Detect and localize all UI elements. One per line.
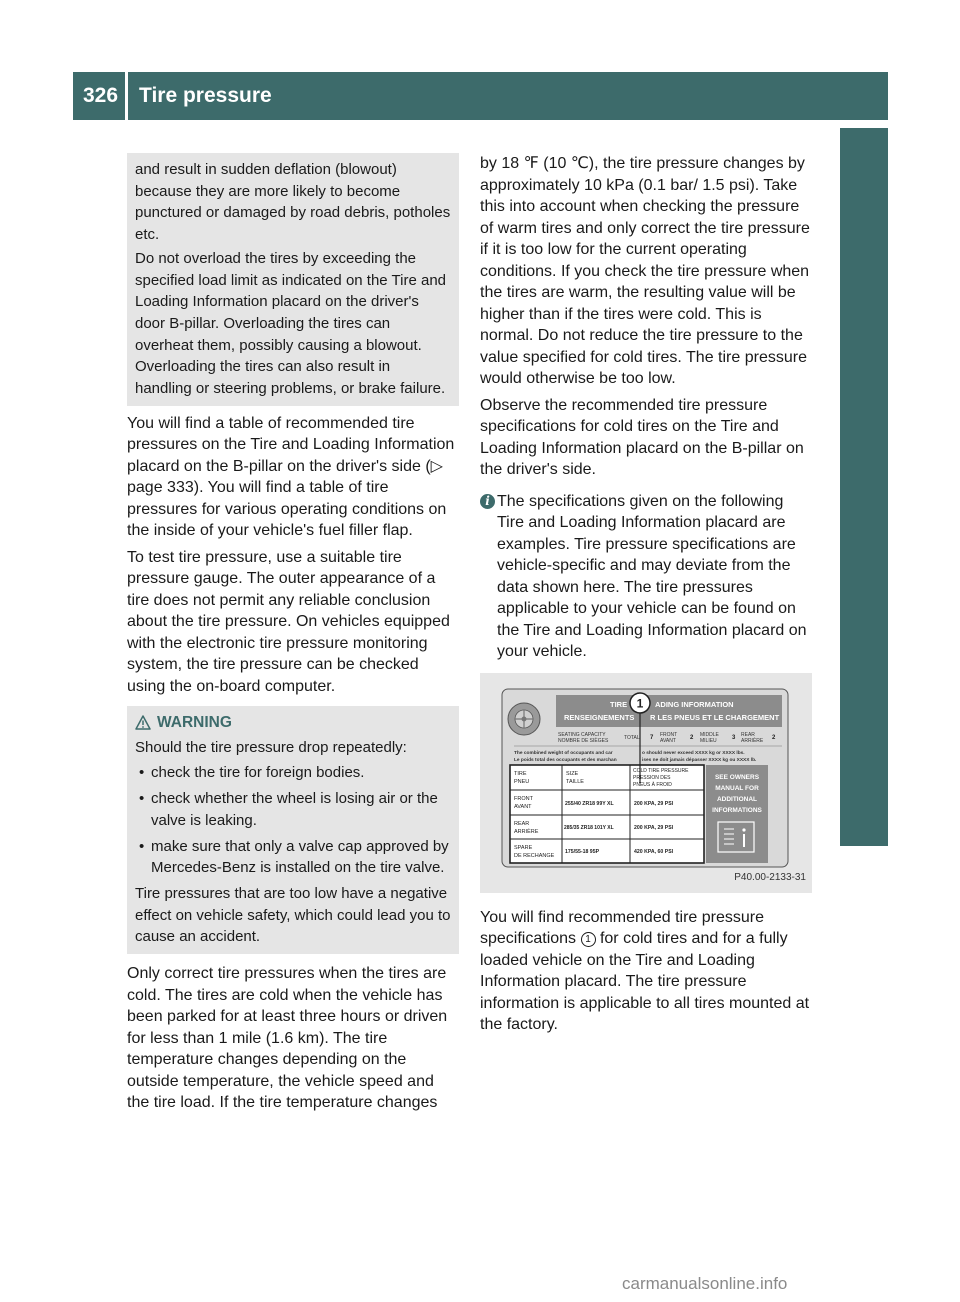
- placard-title-fr-a: RENSEIGNEMENTS: [564, 712, 635, 722]
- col-size-en: SIZE: [566, 770, 579, 777]
- see-owners-3: ADDITIONAL: [716, 795, 758, 803]
- seating-middle-value: 3: [732, 734, 736, 741]
- row-spare-en: SPARE: [514, 844, 533, 851]
- warning-intro: Should the tire pressure drop repeatedly:: [135, 738, 407, 756]
- row-front-size: 255/40 ZR18 99Y XL: [565, 800, 614, 807]
- seating-en: SEATING CAPACITY: [558, 731, 606, 738]
- warning-outro: Tire pressures that are too low have a negative effect on vehicle safety, which could lead you to cause an accident.: [135, 884, 451, 946]
- warning-title: WARNING: [157, 714, 232, 732]
- row-spare-size: 175/55-18 95P: [565, 848, 600, 855]
- col-size-fr: TAILLE: [566, 778, 584, 785]
- placard-title-fr-b: R LES PNEUS ET LE CHARGEMENT: [650, 712, 780, 722]
- row-rear-size: 285/35 ZR18 101Y XL: [564, 824, 614, 831]
- weight-en-a: The combined weight of occupants and car: [514, 750, 613, 756]
- page-number: 326: [83, 84, 119, 107]
- body-paragraph: by 18 ℉ (10 ℃), the tire pressure changes by approximately 10 kPa (0.1 bar/ 1.5 psi). Take this into account when checking the pressure of warm tires and only correct the tire pressure if it is too low for the current operating conditions. If you check the tire pressure when the tires are warm, the resulting value will be higher than if the tires were cold. This is normal. Do not reduce the tire pressure to the value specified for cold tires. The tire pressure would otherwise be too low.: [480, 155, 810, 387]
- callout-text-before: You will find recommended tire pressure specifications: [480, 908, 764, 947]
- watermark: carmanualsonline.info: [622, 1274, 788, 1293]
- warning-cont-paragraph-1: and result in sudden deflation (blowout) because they are more likely to become punctured or damaged by road debris, potholes etc.: [135, 161, 451, 244]
- left-column: [127, 153, 459, 1114]
- body-paragraph: You will find a table of recommended tire pressures on the Tire and Loading Information placard on the B-pillar on the driver's side (▷ page 333). You will find a table of tire pressures for various operating conditions on the inside of your vehicle's fuel filler flap.: [127, 414, 455, 540]
- seating-rear-en: REAR: [741, 731, 755, 738]
- callout-text-after: for cold tires and for a fully loaded vehicle on the Tire and Loading Information placard. The tire pressure information is applicable to all tires mounted at the factory.: [480, 930, 810, 1033]
- warning-bullet: • make sure that only a valve cap approved by Mercedes-Benz is installed on the tire valve.: [135, 836, 451, 879]
- col-cold-2: PRESSION DES: [633, 774, 671, 781]
- warning-continuation-box: [127, 153, 459, 406]
- chapter-tab-label: Wheels and tires: [88, 573, 113, 748]
- placard-title-en-a: TIRE: [610, 699, 628, 709]
- row-spare-pressure: 420 KPA, 60 PSI: [634, 848, 674, 855]
- body-paragraph: To test tire pressure, use a suitable tire pressure gauge. The outer appearance of a tire does not permit any reliable conclusion about the tire pressure. On vehicles equipped with the electronic tire pressure monitoring system, the tire pressure can be checked using the on-board computer.: [127, 548, 450, 695]
- warning-heading: [135, 712, 451, 734]
- row-rear-pressure: 200 KPA, 29 PSI: [634, 824, 674, 831]
- body-paragraph: Observe the recommended tire pressure specifications for cold tires on the Tire and Loading Information placard on the B-pillar on the driver's side.: [480, 396, 804, 478]
- row-spare-fr: DE RECHANGE: [514, 852, 555, 859]
- row-front-fr: AVANT: [514, 803, 532, 810]
- row-front-pressure: 200 KPA, 29 PSI: [634, 800, 674, 807]
- chapter-tab: [840, 128, 888, 846]
- warning-triangle-icon: [135, 715, 151, 730]
- placard-title-en-b: ADING INFORMATION: [655, 699, 734, 709]
- warning-cont-paragraph-2: Do not overload the tires by exceeding the specified load limit as indicated on the Tire and Loading Information placard on the driver's door B-pillar. Overloading the tires can overheat them, possibly causing a blowout. Overloading the tires can also result in handling or steering problems, or brake failure.: [135, 249, 447, 398]
- col-cold-3: PNEUS À FROID: [633, 781, 672, 788]
- tire-placard-svg: [480, 673, 812, 893]
- callout-number: 1: [636, 696, 644, 710]
- seating-front-fr: AVANT: [660, 737, 676, 744]
- col-tire-en: TIRE: [514, 770, 527, 777]
- warning-box: [127, 706, 459, 954]
- seating-front-value: 2: [690, 734, 694, 741]
- weight-fr-a: Le poids total des occupants et des marchan: [514, 757, 617, 763]
- seating-total-value: 7: [650, 734, 654, 741]
- weight-fr-b: ises ne doit jamais dépasser XXXX kg ou XXXX lb.: [642, 757, 757, 763]
- col-cold-1: COLD TIRE PRESSURE: [633, 767, 689, 774]
- callout-reference: 1: [581, 932, 596, 947]
- see-owners-2: MANUAL FOR: [715, 784, 759, 792]
- tire-placard-figure: [480, 673, 812, 893]
- wheel-icon: [508, 703, 540, 735]
- body-paragraph: Only correct tire pressures when the tires are cold. The tires are cold when the vehicle has been parked for at least three hours or driven for less than 1 mile (1.6 km). The tire temperature changes depending on the outside temperature, the vehicle speed and the tire load. If the tire temperature changes: [127, 965, 448, 1112]
- seating-rear-value: 2: [772, 734, 776, 741]
- row-rear-fr: ARRIÈRE: [514, 828, 539, 835]
- row-front-en: FRONT: [514, 795, 533, 802]
- info-text: The specifications given on the following Tire and Loading Information placard are examples. Tire pressure specifications are vehicle-specific and may deviate from the data shown here. The tire pressures applicable to your vehicle can be found on the Tire and Loading Information placard on your vehicle.: [497, 492, 807, 660]
- warning-bullet: • check whether the wheel is losing air or the valve is leaking.: [135, 788, 451, 831]
- seating-middle-en: MIDDLE: [700, 731, 719, 738]
- page-title: Tire pressure: [139, 84, 272, 107]
- seating-rear-fr: ARRIÈRE: [741, 737, 764, 744]
- weight-en-b: o should never exceed XXXX kg or XXXX lbs.: [642, 750, 745, 756]
- see-owners-1: SEE OWNERS: [714, 773, 760, 781]
- figure-id: P40.00-2133-31: [734, 872, 806, 883]
- seating-total: TOTAL: [624, 734, 640, 741]
- seating-front-en: FRONT: [660, 731, 678, 738]
- row-rear-en: REAR: [514, 820, 530, 827]
- header-divider: [125, 72, 128, 120]
- see-owners-4: INFORMATIONS: [712, 806, 762, 814]
- body-paragraph: [480, 907, 812, 1036]
- right-column: [480, 153, 812, 1036]
- info-note: [480, 491, 812, 663]
- info-icon: i: [480, 494, 495, 509]
- col-tire-fr: PNEU: [514, 778, 530, 785]
- warning-bullet: • check the tire for foreign bodies.: [135, 762, 451, 784]
- seating-middle-fr: MILIEU: [700, 737, 717, 744]
- seating-fr: NOMBRE DE SIÈGES: [558, 737, 609, 744]
